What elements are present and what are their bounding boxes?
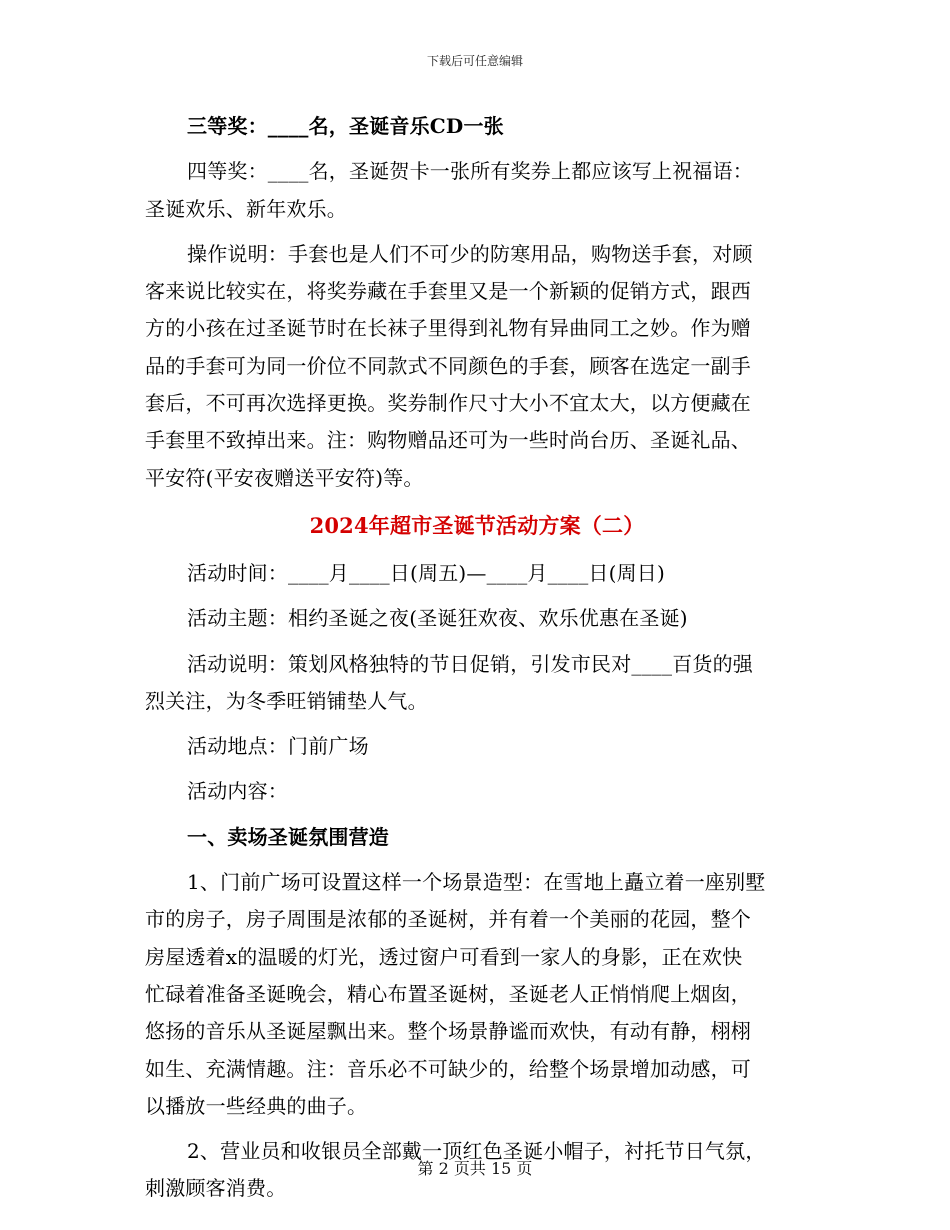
text-line: 如生、充满情趣。注：音乐必不可缺少的，给整个场景增加动感，可 (145, 1056, 751, 1081)
document-body (145, 108, 805, 1216)
text-line: 活动地点：门前广场 (187, 734, 369, 759)
text-line: 圣诞欢乐、新年欢乐。 (145, 196, 347, 221)
paragraph-prize-fourth (145, 153, 805, 228)
text-line: 以播放一些经典的曲子。 (145, 1093, 368, 1118)
text-line: 悠扬的音乐从圣诞屋飘出来。整个场景静谧而欢快，有动有静，栩栩 (145, 1019, 751, 1044)
paragraph-activity-desc (145, 646, 805, 721)
page-footer: 第 2 页共 15 页 (417, 1159, 533, 1178)
text-line: 活动内容： (187, 779, 288, 804)
paragraph-heading-one (145, 819, 805, 856)
text-line: 活动时间：____月____日(周五)—____月____日(周日) (187, 560, 666, 585)
text-line: 1、门前广场可设置这样一个场景造型：在雪地上矗立着一座别墅 (187, 870, 766, 895)
text-line: 手套里不致掉出来。注：购物赠品还可为一些时尚台历、圣诞礼品、 (145, 428, 751, 453)
text-line: 品的手套可为同一价位不同款式不同颜色的手套，顾客在选定一副手 (145, 353, 751, 378)
text-line: 方的小孩在过圣诞节时在长袜子里得到礼物有异曲同工之妙。作为赠 (145, 316, 751, 341)
text-line: 四等奖：____名，圣诞贺卡一张所有奖券上都应该写上祝福语： (187, 159, 753, 184)
text-line: 2024年超市圣诞节活动方案（二） (309, 512, 645, 538)
page-header: 下载后可任意编辑 (426, 54, 523, 68)
paragraph-activity-theme (145, 600, 805, 637)
text-line: 平安符(平安夜赠送平安符)等。 (145, 465, 424, 490)
paragraph-operation-note (145, 236, 805, 497)
section-title (145, 505, 805, 547)
text-line: 2、营业员和收银员全部戴一顶红色圣诞小帽子，衬托节日气氛， (187, 1139, 766, 1164)
text-line: 活动主题：相约圣诞之夜(圣诞狂欢夜、欢乐优惠在圣诞) (187, 606, 688, 631)
text-line: 活动说明：策划风格独特的节日促销，引发市民对____百货的强 (187, 651, 753, 676)
paragraph-activity-content (145, 773, 805, 810)
text-line: 刺激顾客消费。 (145, 1176, 287, 1201)
paragraph-prize-third (145, 108, 805, 145)
paragraph-activity-place (145, 728, 805, 765)
text-line: 操作说明：手套也是人们不可少的防寒用品，购物送手套，对顾 (187, 241, 753, 266)
paragraph-activity-time (145, 555, 805, 592)
text-line: 套后，不可再次选择更换。奖券制作尺寸大小不宜太大，以方便藏在 (145, 391, 751, 416)
text-line: 市的房子，房子周围是浓郁的圣诞树，并有着一个美丽的花园，整个 (145, 907, 751, 932)
text-line: 客来说比较实在，将奖券藏在手套里又是一个新颖的促销方式，跟西 (145, 279, 751, 304)
text-line: 一、卖场圣诞氛围营造 (187, 824, 389, 849)
text-line: 忙碌着准备圣诞晚会，精心布置圣诞树，圣诞老人正悄悄爬上烟囱， (145, 981, 751, 1006)
paragraph-item-one (145, 864, 805, 1125)
text-line: 三等奖：____名，圣诞音乐CD一张 (187, 114, 504, 138)
text-line: 烈关注，为冬季旺销铺垫人气。 (145, 688, 428, 713)
text-line: 房屋透着x的温暖的灯光，透过窗户可看到一家人的身影，正在欢快 (145, 944, 743, 969)
